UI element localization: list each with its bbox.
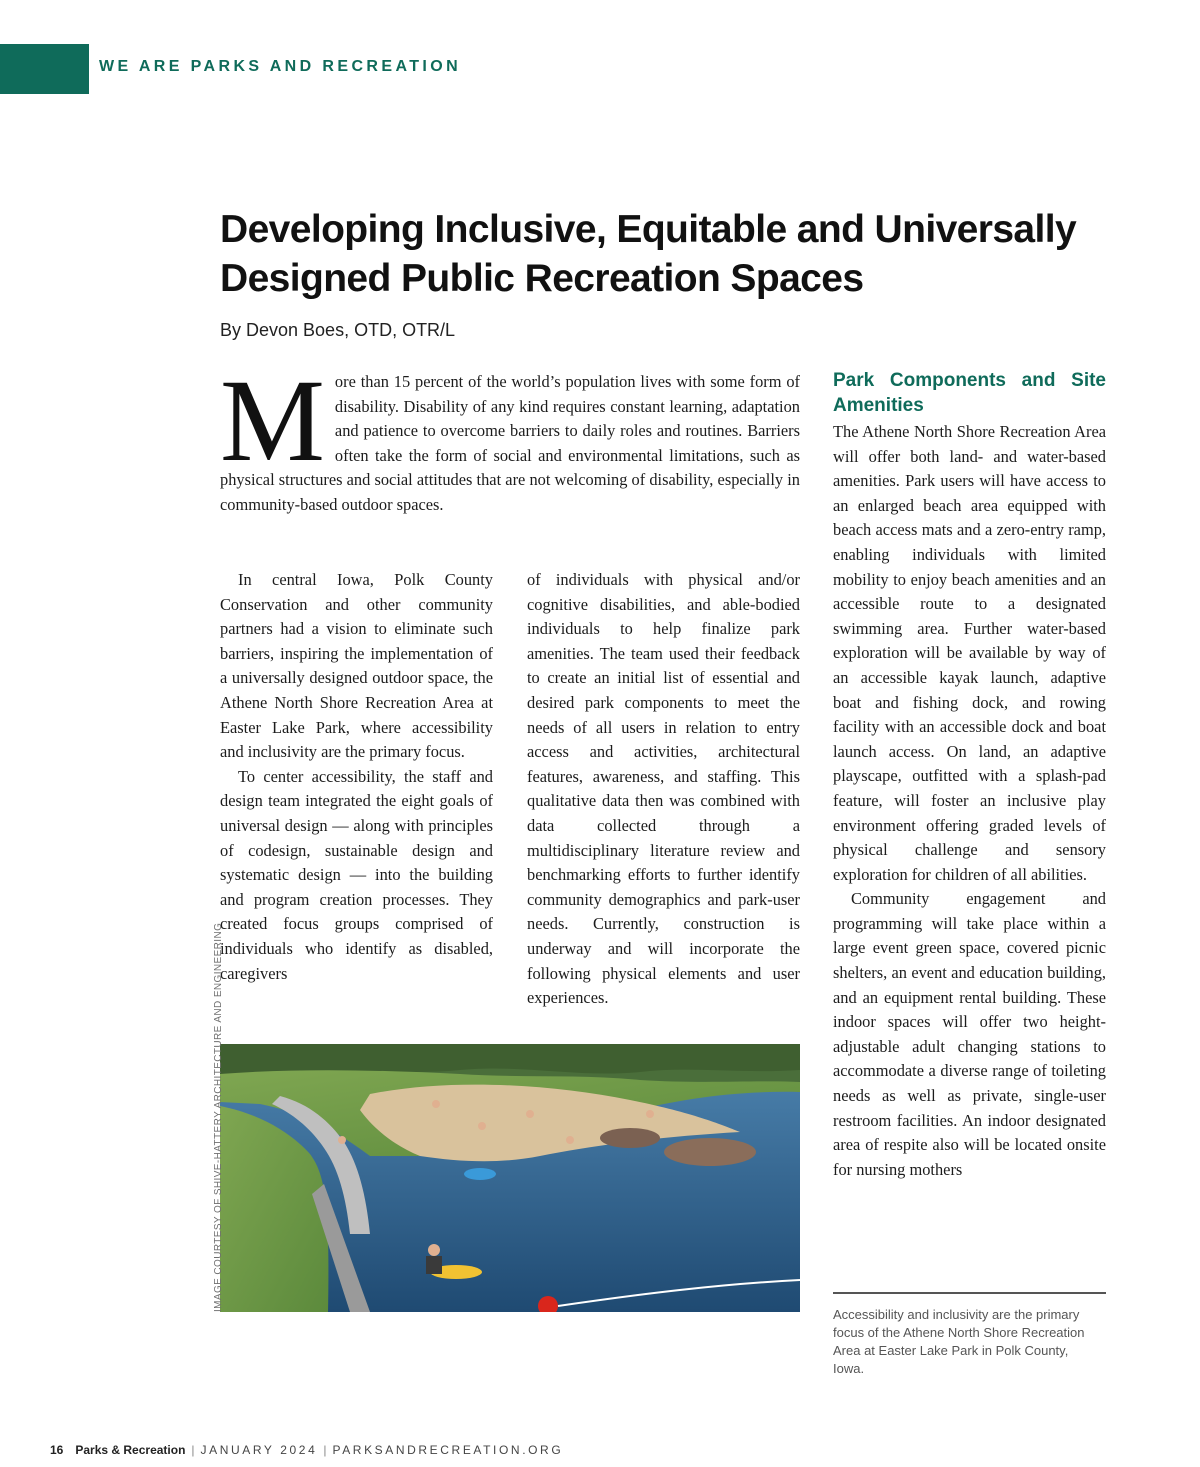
text-column-1 bbox=[220, 568, 493, 986]
image-credit: IMAGE COURTESY OF SHIVE-HATTERY ARCHITECTURE AND ENGINEERING bbox=[213, 922, 224, 1312]
section-color-bar bbox=[0, 44, 89, 94]
page-number: 16 bbox=[50, 1443, 64, 1457]
article-title: Developing Inclusive, Equitable and Universally Designed Public Recreation Spaces bbox=[220, 208, 1077, 300]
paragraph: Community engagement and programming will take place within a large event green space, covered picnic shelters, an event and education building, and an equipment rental building. These indoor spaces will offer two height-adjustable adult changing stations to accommodate a diverse range of toileting needs as well as private, single-user restroom facilities. An indoor designated area of respite also will be located onsite for nursing mothers bbox=[833, 889, 1106, 1179]
caption-divider bbox=[833, 1292, 1106, 1294]
text-column-2 bbox=[527, 568, 800, 1011]
footer-separator: | bbox=[191, 1443, 195, 1457]
drop-cap: M bbox=[220, 355, 325, 486]
park-rendering-image bbox=[220, 1044, 800, 1312]
intro-paragraph bbox=[220, 355, 800, 518]
section-subhead: Park Components and Site Amenities bbox=[833, 370, 1106, 416]
intro-text: ore than 15 percent of the world’s population lives with some form of disability. Disability of any kind requires constant learning, adaptation and patience to overcome barriers to daily roles and routines. Barriers often take the form of social and environmental limitations, such as physical structures and social attitudes that are not welcoming of disability, especially in community-based outdoor spaces. bbox=[220, 372, 800, 514]
image-caption: Accessibility and inclusivity are the primary focus of the Athene North Shore Recreation Area at Easter Lake Park in Polk County, Iowa. bbox=[833, 1307, 1085, 1376]
paragraph: In central Iowa, Polk County Conservation and other community partners had a vision to eliminate such barriers, inspiring the implementation of a universally designed outdoor space, the Athene North Shore Recreation Area at Easter Lake Park, where accessibility and inclusivity are the primary focus. bbox=[220, 570, 493, 762]
footer-separator: | bbox=[323, 1443, 327, 1457]
paragraph: The Athene North Shore Recreation Area will offer both land- and water-based amenities. Park users will have access to an enlarged beach area equipped with beach access mats and a zero-entry ramp, enabling individuals with limited mobility to enjoy beach amenities and an accessible route to a designated swimming area. Further water-based exploration will be available by way of an accessible kayak launch, adaptive boat and fishing dock, and rowing facility with an accessible dock and boat launch access. On land, an adaptive playscape, outfitted with a splash-pad feature, will foster an inclusive play environment offering graded levels of physical challenge and sensory exploration for children of all abilities. bbox=[833, 422, 1106, 884]
website: PARKSANDRECREATION.ORG bbox=[332, 1443, 564, 1457]
page-footer bbox=[50, 1443, 563, 1457]
text-column-3 bbox=[833, 368, 1106, 1182]
paragraph: To center accessibility, the staff and design team integrated the eight goals of universal design — along with principles of codesign, sustainable design and systematic design — into the building and program creation processes. They created focus groups comprised of individuals who identify as disabled, caregivers bbox=[220, 766, 493, 983]
issue-date: JANUARY 2024 bbox=[200, 1443, 318, 1457]
section-label: WE ARE PARKS AND RECREATION bbox=[99, 58, 462, 75]
paragraph: of individuals with physical and/or cognitive disabilities, and able-bodied individuals to help finalize park amenities. The team used their feedback to create an initial list of essential and desired park components to meet the needs of all users in relation to entry access and activities, architectural features, awareness, and staffing. This qualitative data then was combined with data collected through a multidisciplinary literature review and benchmarking efforts to further identify community demographics and park-user needs. Currently, construction is underway and will incorporate the following physical elements and user experiences. bbox=[527, 570, 800, 1008]
magazine-name: Parks & Recreation bbox=[75, 1443, 186, 1457]
byline: By Devon Boes, OTD, OTR/L bbox=[220, 320, 456, 340]
